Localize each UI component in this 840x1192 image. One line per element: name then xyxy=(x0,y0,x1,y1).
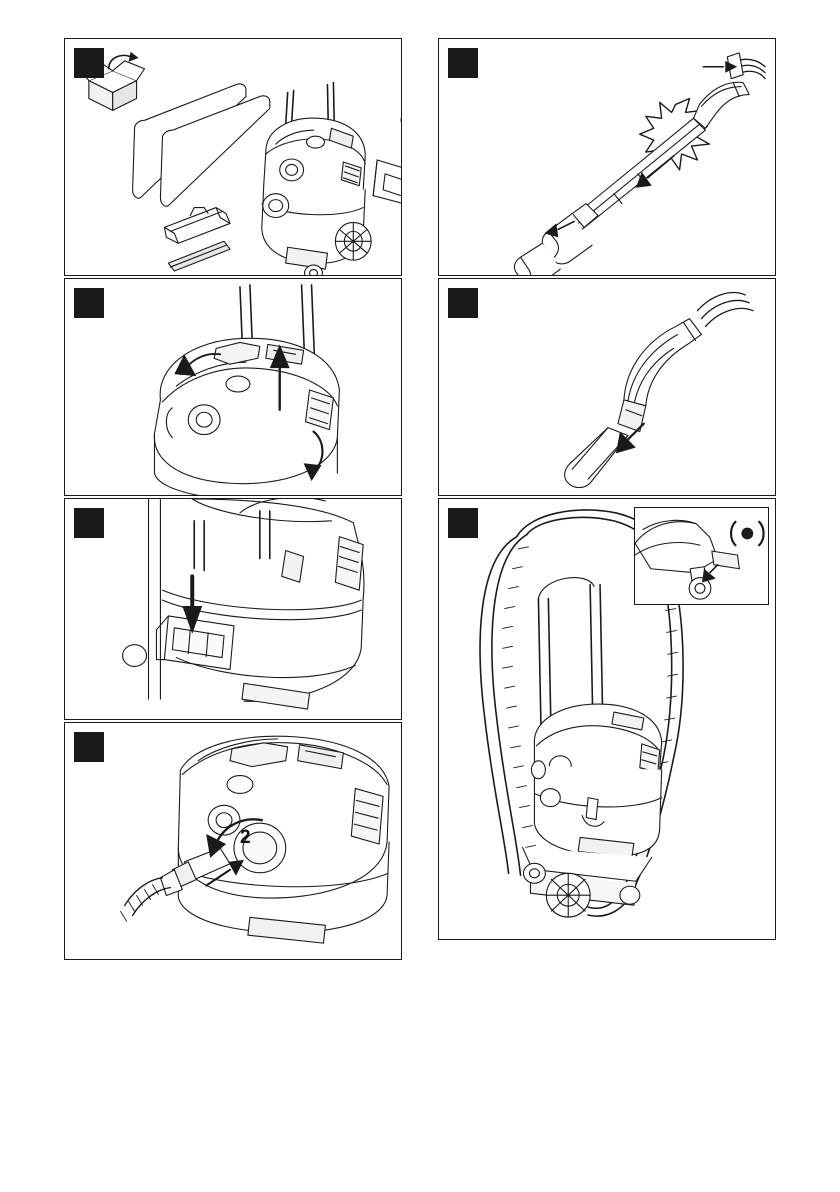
panel-6 xyxy=(438,498,776,940)
illustration-insert-filter-holder xyxy=(65,499,401,719)
step-badge-2 xyxy=(448,48,478,78)
illustration-crevice-nozzle-attach xyxy=(439,279,775,495)
panel-5 xyxy=(64,498,402,720)
panel-7 xyxy=(64,722,402,960)
illustration-open-head xyxy=(65,279,401,495)
step-badge-1 xyxy=(74,48,104,78)
step-badge-7 xyxy=(74,732,104,762)
step-badge-3 xyxy=(74,288,104,318)
step-badge-4 xyxy=(448,288,478,318)
panel-6-inset xyxy=(634,507,769,605)
illustration-unpacking xyxy=(65,39,401,275)
illustration-brake-detail xyxy=(635,508,768,604)
panel-3 xyxy=(64,278,402,496)
panel-2 xyxy=(438,38,776,276)
step-badge-5 xyxy=(74,508,104,538)
step-badge-6 xyxy=(448,508,478,538)
panel-1 xyxy=(64,38,402,276)
step-number-annotation: 2 xyxy=(240,827,251,848)
illustration-connect-hose xyxy=(65,723,401,959)
illustration-tube-assembly xyxy=(439,39,775,275)
panel-4 xyxy=(438,278,776,496)
